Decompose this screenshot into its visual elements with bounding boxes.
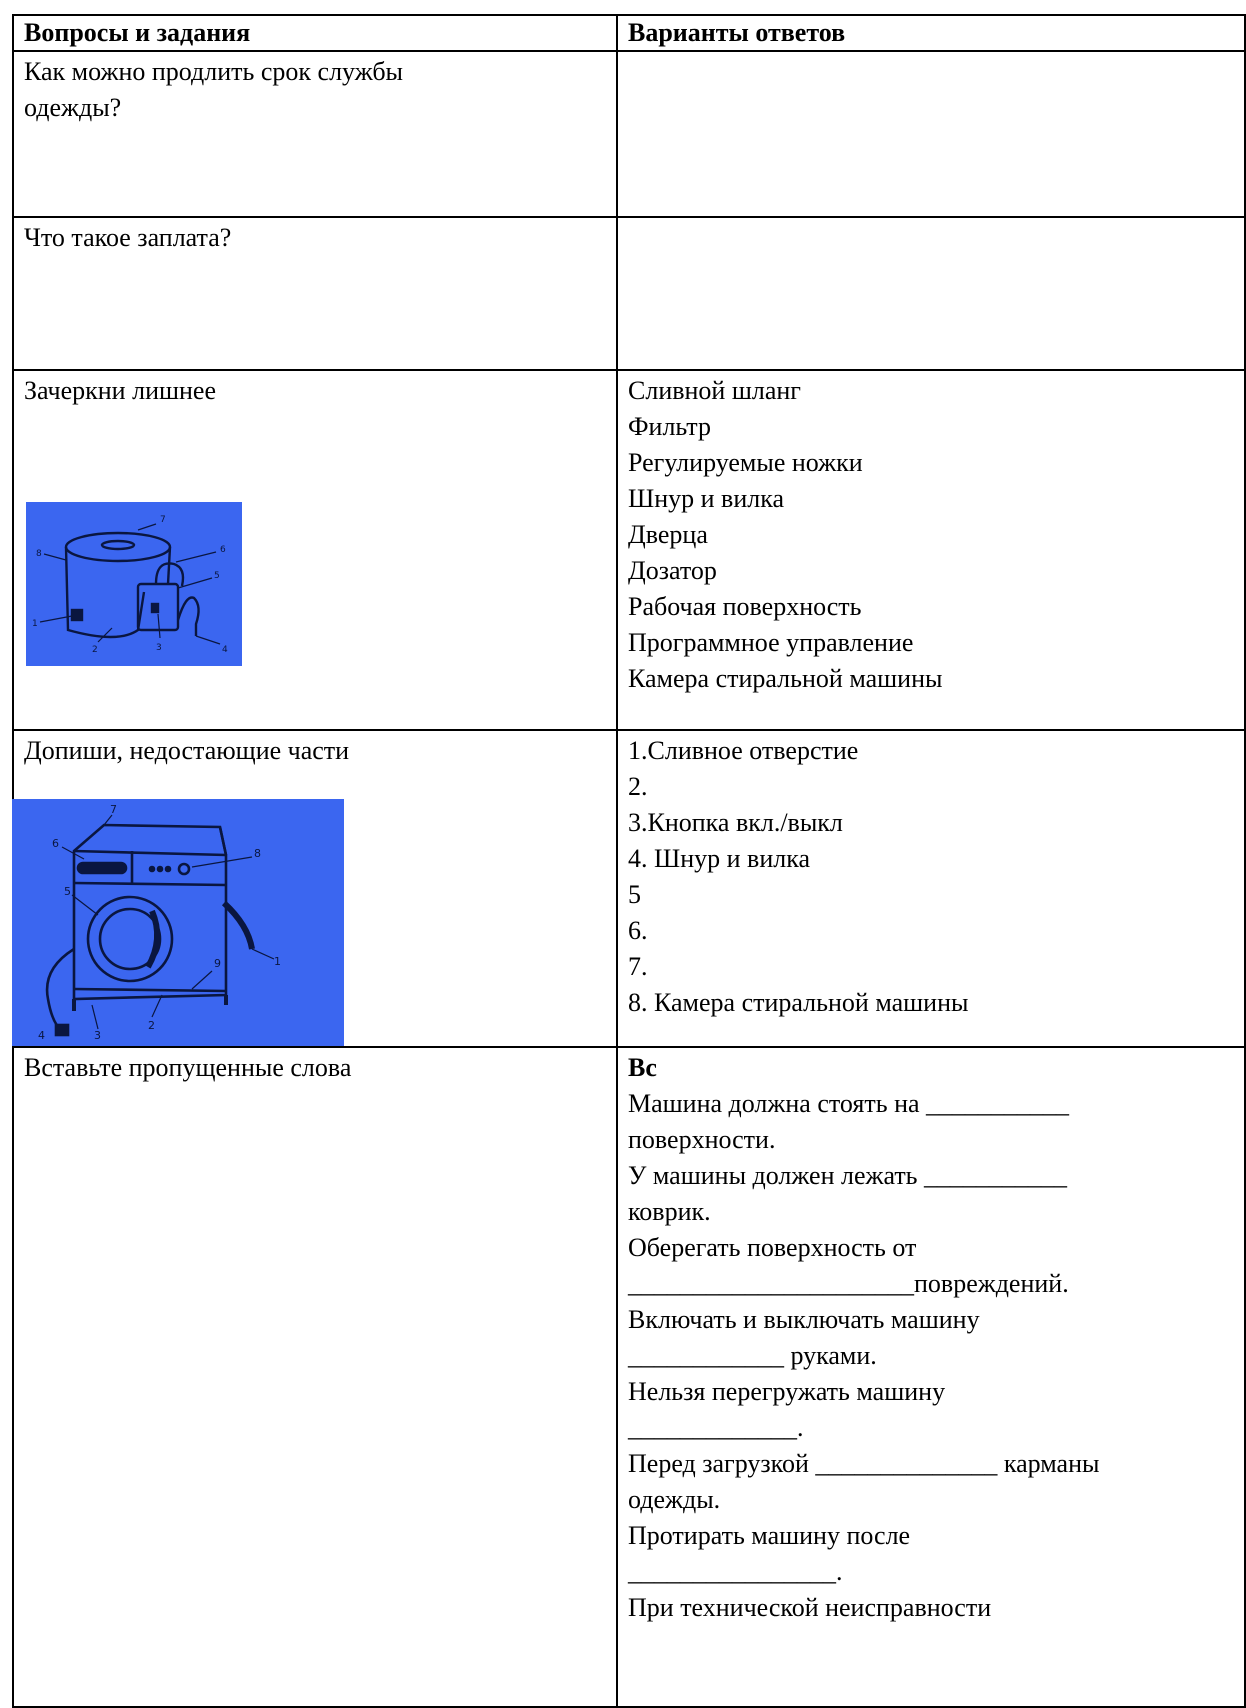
table-row <box>13 217 1245 370</box>
fill-in-line: ______________________повреждений. <box>628 1269 1069 1298</box>
table-row <box>13 730 1245 1047</box>
answer-item: 3.Кнопка вкл./выкл <box>628 808 843 837</box>
answer-cell-empty <box>617 51 1245 217</box>
answer-title: Вс <box>628 1053 657 1082</box>
question-cell <box>13 51 617 217</box>
sketch-label: 7 <box>160 515 166 525</box>
sketch-label: 8 <box>36 549 42 559</box>
washing-machine-sketch-1 <box>26 502 242 666</box>
fill-in-line: поверхности. <box>628 1125 776 1154</box>
fill-in-line: ____________ руками. <box>628 1341 877 1370</box>
fill-in-line: Оберегать поверхность от <box>628 1233 917 1262</box>
question-cell <box>13 730 617 1047</box>
answer-option: Дозатор <box>628 556 717 585</box>
sketch-label: 8 <box>254 847 261 860</box>
answer-option: Программное управление <box>628 628 914 657</box>
sketch-label: 2 <box>92 645 98 655</box>
sketch-label: 1 <box>274 955 281 968</box>
sketch-label: 6 <box>52 837 59 850</box>
question-text: Как можно продлить срок службы <box>24 57 404 86</box>
fill-in-line: Протирать машину после <box>628 1521 911 1550</box>
answer-item: 5 <box>628 880 641 909</box>
answer-option: Сливной шланг <box>628 376 801 405</box>
question-text: Зачеркни лишнее <box>24 376 217 405</box>
question-text: Допиши, недостающие части <box>24 736 350 765</box>
sketch-label: 5 <box>214 571 220 581</box>
answer-option: Фильтр <box>628 412 711 441</box>
answer-cell <box>617 1047 1245 1707</box>
answer-option: Шнур и вилка <box>628 484 784 513</box>
answer-item: 8. Камера стиральной машины <box>628 988 969 1017</box>
answer-item: 6. <box>628 916 648 945</box>
answer-item: 7. <box>628 952 648 981</box>
fill-in-line: коврик. <box>628 1197 711 1226</box>
header-questions: Вопросы и задания <box>13 15 617 51</box>
fill-in-line: Перед загрузкой ______________ карманы <box>628 1449 1100 1478</box>
answer-item: 2. <box>628 772 648 801</box>
fill-in-line: Нельзя перегружать машину <box>628 1377 946 1406</box>
sketch-label: 3 <box>156 643 162 653</box>
table-row <box>13 51 1245 217</box>
fill-in-line: У машины должен лежать ___________ <box>628 1161 1068 1190</box>
table-header-row <box>13 15 1245 51</box>
answer-option: Рабочая поверхность <box>628 592 862 621</box>
sketch-label: 7 <box>110 803 117 816</box>
worksheet-table <box>12 14 1246 1708</box>
table-row <box>13 370 1245 730</box>
fill-in-line: _____________. <box>628 1413 804 1442</box>
question-text: одежды? <box>24 93 122 122</box>
header-answers: Варианты ответов <box>617 15 1245 51</box>
answer-option: Камера стиральной машины <box>628 664 943 693</box>
sketch-label: 3 <box>94 1029 101 1042</box>
washing-machine-sketch-2 <box>12 799 344 1046</box>
sketch-label: 4 <box>38 1029 45 1042</box>
answer-item: 4. Шнур и вилка <box>628 844 810 873</box>
sketch-label: 2 <box>148 1019 155 1032</box>
sketch-label: 9 <box>214 957 221 970</box>
table-row <box>13 1047 1245 1707</box>
question-text: Что такое заплата? <box>24 223 232 252</box>
fill-in-line: ________________. <box>628 1557 843 1586</box>
sketch-label: 4 <box>222 645 228 655</box>
answer-option: Дверца <box>628 520 708 549</box>
answer-cell <box>617 730 1245 1047</box>
answer-option: Регулируемые ножки <box>628 448 863 477</box>
sketch-label: 5 <box>64 885 71 898</box>
answer-cell-empty <box>617 217 1245 370</box>
question-cell <box>13 217 617 370</box>
fill-in-line: При технической неисправности <box>628 1593 992 1622</box>
sketch-label: 6 <box>220 545 226 555</box>
answer-cell <box>617 370 1245 730</box>
question-text: Вставьте пропущенные слова <box>24 1053 352 1082</box>
sketch-label: 1 <box>32 619 38 629</box>
question-cell <box>13 1047 617 1707</box>
answer-item: 1.Сливное отверстие <box>628 736 859 765</box>
fill-in-line: Машина должна стоять на ___________ <box>628 1089 1070 1118</box>
fill-in-line: одежды. <box>628 1485 721 1514</box>
fill-in-line: Включать и выключать машину <box>628 1305 980 1334</box>
question-cell <box>13 370 617 730</box>
